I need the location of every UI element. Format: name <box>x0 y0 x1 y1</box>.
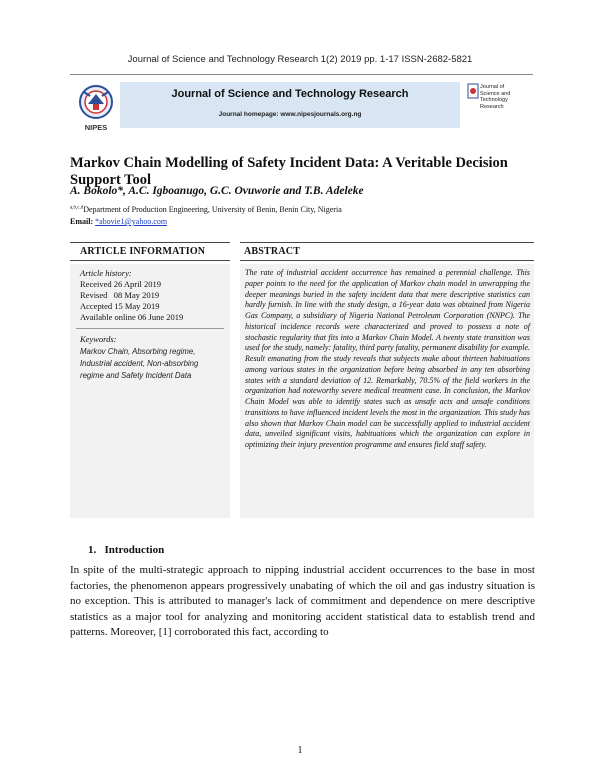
article-info-top-rule <box>70 242 230 243</box>
history-item: Accepted 15 May 2019 <box>80 301 160 311</box>
abstract-top-rule <box>240 242 534 243</box>
abstract-bottom-rule <box>240 260 534 261</box>
article-info-box <box>70 264 230 518</box>
history-item: Available online 06 June 2019 <box>80 312 184 322</box>
affiliation-text: Department of Production Engineering, University of Benin, Benin City, Nigeria <box>83 205 342 214</box>
paper-title: Markov Chain Modelling of Safety Incident Data: A Veritable Decision Support Tool <box>70 155 508 188</box>
email-link[interactable]: *abovie1@yahoo.com <box>95 217 168 226</box>
introduction-heading: 1. Introduction <box>88 544 165 556</box>
journal-banner <box>120 82 460 128</box>
logo-right-line: Research <box>480 103 504 110</box>
keywords-label: Keywords: <box>80 334 117 344</box>
logo-right-text <box>480 84 536 110</box>
logo-left-text: NIPES <box>84 123 108 132</box>
page-number: 1 <box>297 745 303 756</box>
keywords-line: regime and Safety Incident Data <box>80 371 192 380</box>
keywords-line: Industrial accident, Non-absorbing <box>80 359 199 368</box>
history-label: Article history: <box>80 268 132 278</box>
abstract-text: The rate of industrial accident occurrence has remained a perennial challenge. This paper points to the need for the application of Markov chain model in unwrapping the deeper meanings buried in the safety incident data that mere descriptive statistics can hardly furnish. In line with the study design, a 16-year data was obtained from Nigeria Gas Company, a subsidiary of Nigeria National Petroleum Corporation (NNPC). The historical incidence records were characterized and proved to possess a note of stochastic regularity that fits into a Markov Chain Model. A twenty state transition was used for the study, namely: fatality, third party fatality, permanent disability for example. Result emanating from the study reveals that subjects make about thirteen habituations among various states in the organization before being absorbed in any ten absorbing states with a standard deviation of 12. Remarkably, 70.5% of the field workers in the organization had noteworthy severe medical treatment case. In conclusion, the Markov Chain Model was able to identify states such as unsafe acts and unsafe conditions transitions to have influenced incident levels the most in the organization. This study has also shown that Markov Chain model can be successfully applied to industrial accident data, unveiled significant visits, habituations which the organization can explore in optimizing their injury prevention programme and ensures field staff safety. <box>245 268 530 449</box>
introduction-paragraph: In spite of the multi-strategic approach to nipping industrial accident occurrences to the base in most factories, the phenomenon appears progressively unabating of which the oil and gas industry situation is no exception. This is attributed to manager's lack of commitment and dependence on mere descriptive statistics as a major tool for analyzing and monitoring accident statistical data to establish trend and patterns. Moreover, [1] corroborated this fact, according to <box>70 564 535 638</box>
info-divider <box>76 328 224 329</box>
history-item: Revised 08 May 2019 <box>80 290 160 300</box>
logo-right-line: Technology <box>480 97 508 103</box>
affiliation-marks: a,b,c,d <box>70 205 84 211</box>
journal-title: Journal of Science and Technology Research <box>171 88 409 100</box>
affiliation <box>70 205 342 214</box>
header-rule <box>70 74 533 75</box>
logo-right-line: Journal of <box>480 84 505 90</box>
journal-homepage[interactable]: Journal homepage: www.nipesjournals.org.ng <box>218 111 362 118</box>
email-label: Email: <box>70 217 94 226</box>
running-header: Journal of Science and Technology Research 1(2) 2019 pp. 1-17 ISSN-2682-5821 <box>127 54 473 65</box>
authors: A. Bokolo*, A.C. Igboanugo, G.C. Ovuworie and T.B. Adeleke <box>70 185 364 197</box>
keywords-line: Markov Chain, Absorbing regime, <box>80 347 196 356</box>
article-info-bottom-rule <box>70 260 230 261</box>
history-item: Received 26 April 2019 <box>80 279 161 289</box>
abstract-heading: ABSTRACT <box>244 246 301 257</box>
article-info-heading: ARTICLE INFORMATION <box>80 246 206 257</box>
email-line <box>70 217 167 226</box>
logo-right-line: Science and <box>480 90 511 97</box>
